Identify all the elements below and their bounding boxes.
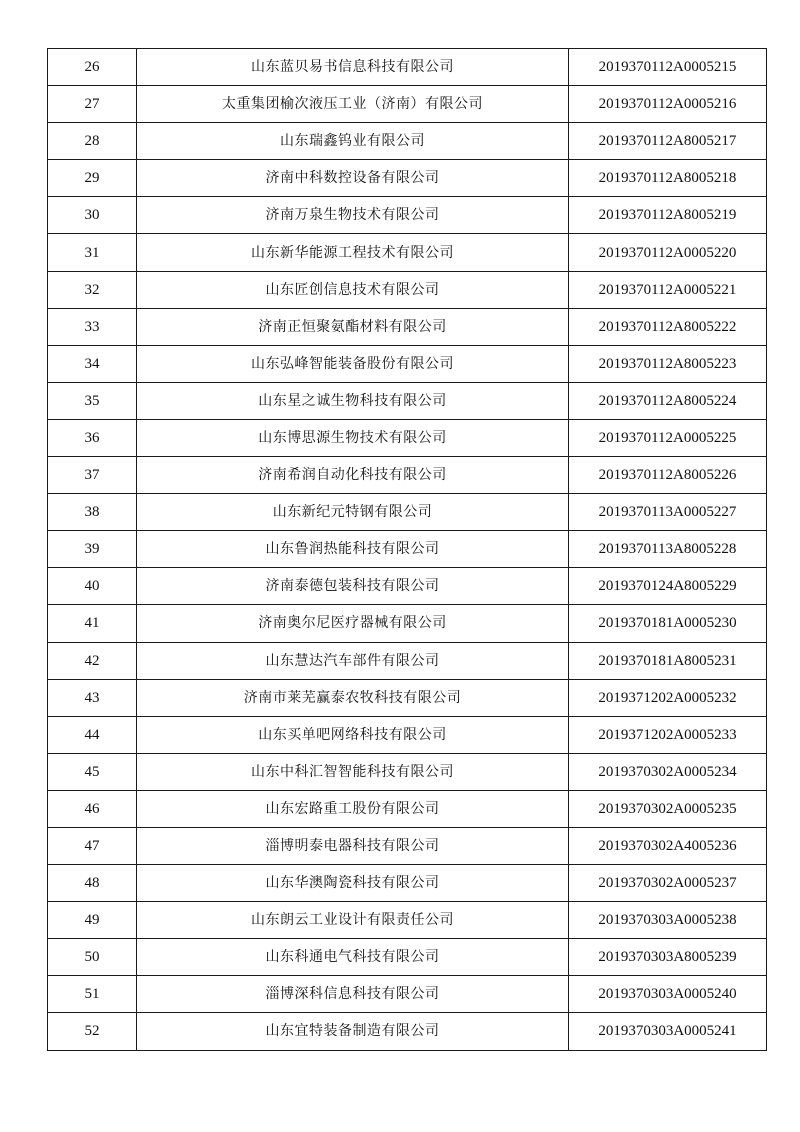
- registration-code-cell: 2019370303A0005240: [569, 976, 767, 1013]
- table-row: [48, 308, 767, 345]
- registration-code-cell: 2019370112A8005226: [569, 457, 767, 494]
- registration-code-cell: 2019370303A0005238: [569, 902, 767, 939]
- company-name-cell: 太重集团榆次液压工业（济南）有限公司: [137, 86, 569, 123]
- table-row: [48, 160, 767, 197]
- table-row: [48, 865, 767, 902]
- registration-code-cell: 2019370112A8005224: [569, 382, 767, 419]
- company-name-cell: 山东宏路重工股份有限公司: [137, 790, 569, 827]
- table-row: [48, 716, 767, 753]
- registration-code-cell: 2019370112A0005220: [569, 234, 767, 271]
- table-row: [48, 679, 767, 716]
- table-row: [48, 790, 767, 827]
- row-number-cell: 51: [48, 976, 137, 1013]
- company-name-cell: 济南正恒聚氨酯材料有限公司: [137, 308, 569, 345]
- document-page: [47, 48, 763, 1051]
- table-body: [48, 49, 767, 1051]
- row-number-cell: 45: [48, 753, 137, 790]
- company-name-cell: 济南市莱芜赢泰农牧科技有限公司: [137, 679, 569, 716]
- table-row: [48, 86, 767, 123]
- table-row: [48, 382, 767, 419]
- registration-code-cell: 2019370303A0005241: [569, 1013, 767, 1050]
- company-name-cell: 济南泰德包装科技有限公司: [137, 568, 569, 605]
- table-row: [48, 568, 767, 605]
- row-number-cell: 38: [48, 494, 137, 531]
- registration-code-cell: 2019370112A8005219: [569, 197, 767, 234]
- table-row: [48, 531, 767, 568]
- company-name-cell: 山东博思源生物技术有限公司: [137, 419, 569, 456]
- registration-code-cell: 2019370181A0005230: [569, 605, 767, 642]
- registration-code-cell: 2019370181A8005231: [569, 642, 767, 679]
- row-number-cell: 33: [48, 308, 137, 345]
- row-number-cell: 50: [48, 939, 137, 976]
- registration-code-cell: 2019370302A0005234: [569, 753, 767, 790]
- registration-code-cell: 2019370112A8005218: [569, 160, 767, 197]
- registration-code-cell: 2019370112A0005216: [569, 86, 767, 123]
- table-row: [48, 457, 767, 494]
- table-row: [48, 271, 767, 308]
- table-row: [48, 123, 767, 160]
- company-name-cell: 山东科通电气科技有限公司: [137, 939, 569, 976]
- company-name-cell: 济南中科数控设备有限公司: [137, 160, 569, 197]
- company-name-cell: 山东新纪元特钢有限公司: [137, 494, 569, 531]
- table-row: [48, 197, 767, 234]
- row-number-cell: 46: [48, 790, 137, 827]
- company-name-cell: 山东瑞鑫钨业有限公司: [137, 123, 569, 160]
- row-number-cell: 43: [48, 679, 137, 716]
- registration-code-cell: 2019370112A0005215: [569, 49, 767, 86]
- company-name-cell: 济南万泉生物技术有限公司: [137, 197, 569, 234]
- row-number-cell: 52: [48, 1013, 137, 1050]
- table-row: [48, 642, 767, 679]
- registration-code-cell: 2019370302A0005235: [569, 790, 767, 827]
- registration-code-cell: 2019370112A8005223: [569, 345, 767, 382]
- company-name-cell: 山东华澳陶瓷科技有限公司: [137, 865, 569, 902]
- company-name-cell: 山东鲁润热能科技有限公司: [137, 531, 569, 568]
- company-name-cell: 山东慧达汽车部件有限公司: [137, 642, 569, 679]
- row-number-cell: 44: [48, 716, 137, 753]
- table-row: [48, 753, 767, 790]
- registration-code-cell: 2019370302A0005237: [569, 865, 767, 902]
- table-row: [48, 976, 767, 1013]
- company-name-cell: 济南奥尔尼医疗器械有限公司: [137, 605, 569, 642]
- registration-code-cell: 2019370124A8005229: [569, 568, 767, 605]
- row-number-cell: 47: [48, 827, 137, 864]
- row-number-cell: 34: [48, 345, 137, 382]
- registration-code-cell: 2019370113A0005227: [569, 494, 767, 531]
- row-number-cell: 31: [48, 234, 137, 271]
- registration-code-cell: 2019370112A0005221: [569, 271, 767, 308]
- company-name-cell: 山东宜特装备制造有限公司: [137, 1013, 569, 1050]
- row-number-cell: 40: [48, 568, 137, 605]
- company-name-cell: 山东朗云工业设计有限责任公司: [137, 902, 569, 939]
- registration-code-cell: 2019370303A8005239: [569, 939, 767, 976]
- company-name-cell: 山东中科汇智智能科技有限公司: [137, 753, 569, 790]
- table-row: [48, 902, 767, 939]
- company-name-cell: 淄博明泰电器科技有限公司: [137, 827, 569, 864]
- company-name-cell: 济南希润自动化科技有限公司: [137, 457, 569, 494]
- row-number-cell: 42: [48, 642, 137, 679]
- row-number-cell: 48: [48, 865, 137, 902]
- company-name-cell: 淄博深科信息科技有限公司: [137, 976, 569, 1013]
- registration-code-cell: 2019370112A0005225: [569, 419, 767, 456]
- registration-code-cell: 2019371202A0005232: [569, 679, 767, 716]
- row-number-cell: 26: [48, 49, 137, 86]
- row-number-cell: 39: [48, 531, 137, 568]
- company-name-cell: 山东弘峰智能装备股份有限公司: [137, 345, 569, 382]
- registration-code-cell: 2019370302A4005236: [569, 827, 767, 864]
- table-row: [48, 1013, 767, 1050]
- registration-code-cell: 2019370112A8005217: [569, 123, 767, 160]
- row-number-cell: 35: [48, 382, 137, 419]
- registration-code-cell: 2019370112A8005222: [569, 308, 767, 345]
- table-row: [48, 494, 767, 531]
- row-number-cell: 29: [48, 160, 137, 197]
- row-number-cell: 32: [48, 271, 137, 308]
- row-number-cell: 27: [48, 86, 137, 123]
- company-name-cell: 山东买单吧网络科技有限公司: [137, 716, 569, 753]
- company-name-cell: 山东星之诚生物科技有限公司: [137, 382, 569, 419]
- table-row: [48, 419, 767, 456]
- company-name-cell: 山东蓝贝易书信息科技有限公司: [137, 49, 569, 86]
- row-number-cell: 49: [48, 902, 137, 939]
- table-row: [48, 234, 767, 271]
- table-row: [48, 49, 767, 86]
- table-row: [48, 605, 767, 642]
- row-number-cell: 37: [48, 457, 137, 494]
- registration-code-cell: 2019371202A0005233: [569, 716, 767, 753]
- table-row: [48, 345, 767, 382]
- row-number-cell: 30: [48, 197, 137, 234]
- company-name-cell: 山东新华能源工程技术有限公司: [137, 234, 569, 271]
- row-number-cell: 36: [48, 419, 137, 456]
- company-name-cell: 山东匠创信息技术有限公司: [137, 271, 569, 308]
- registration-code-cell: 2019370113A8005228: [569, 531, 767, 568]
- company-table: [47, 48, 767, 1051]
- table-row: [48, 827, 767, 864]
- row-number-cell: 28: [48, 123, 137, 160]
- row-number-cell: 41: [48, 605, 137, 642]
- table-row: [48, 939, 767, 976]
